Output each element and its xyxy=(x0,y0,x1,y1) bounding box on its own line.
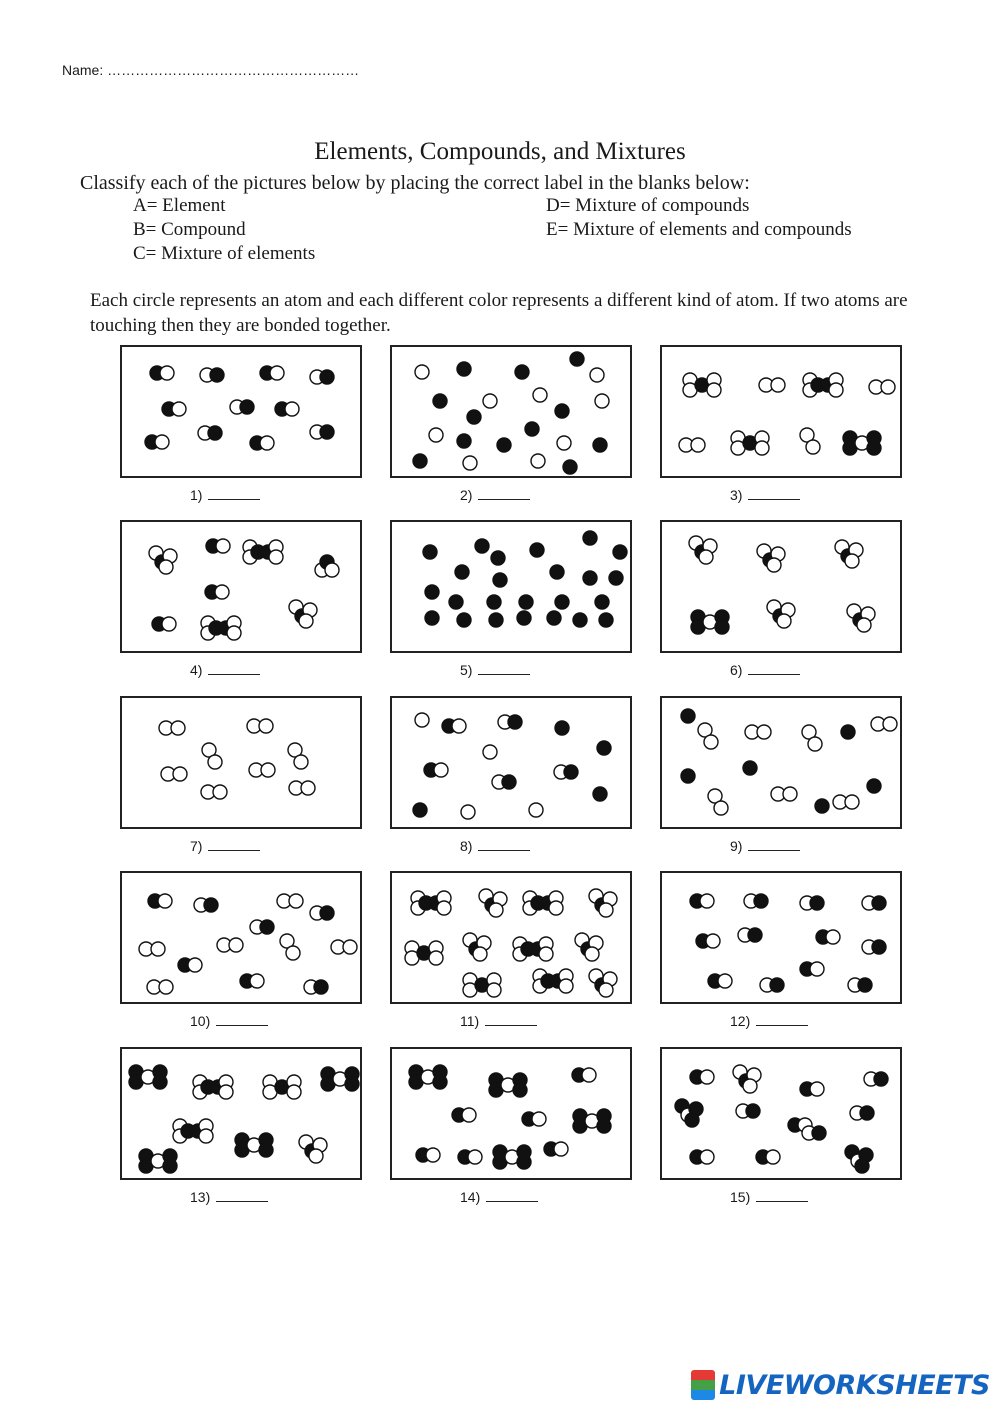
panel-label xyxy=(460,662,530,678)
open-atom xyxy=(700,1070,714,1084)
open-atom xyxy=(700,894,714,908)
open-atom xyxy=(188,958,202,972)
open-atom xyxy=(881,380,895,394)
filled-atom xyxy=(855,1159,869,1173)
panel-label xyxy=(190,1013,268,1029)
panel-number: 13) xyxy=(190,1189,211,1205)
name-field[interactable]: Name: ……………………………………………… xyxy=(62,62,360,78)
filled-atom xyxy=(508,715,522,729)
filled-atom xyxy=(320,906,334,920)
filled-atom xyxy=(593,438,607,452)
open-atom xyxy=(415,365,429,379)
open-atom xyxy=(286,946,300,960)
filled-atom xyxy=(502,775,516,789)
filled-atom xyxy=(425,611,439,625)
open-atom xyxy=(757,725,771,739)
open-atom xyxy=(755,441,769,455)
filled-atom xyxy=(597,741,611,755)
atom-diagram xyxy=(662,873,900,1002)
atom-panel xyxy=(660,520,902,653)
open-atom xyxy=(429,951,443,965)
worksheet-title: Elements, Compounds, and Mixtures xyxy=(314,138,686,165)
panel-number: 9) xyxy=(730,838,743,854)
filled-atom xyxy=(715,620,729,634)
atom-diagram xyxy=(662,522,900,651)
filled-atom xyxy=(570,352,584,366)
open-atom xyxy=(158,894,172,908)
answer-blank[interactable] xyxy=(486,1200,538,1202)
liveworksheets-logo xyxy=(691,1365,990,1405)
atom-diagram xyxy=(392,698,630,827)
filled-atom xyxy=(555,404,569,418)
filled-atom xyxy=(743,761,757,775)
filled-atom xyxy=(812,1126,826,1140)
option-e: E= Mixture of elements and compounds xyxy=(546,219,852,240)
atom-diagram xyxy=(662,347,900,476)
open-atom xyxy=(219,1085,233,1099)
open-atom xyxy=(172,402,186,416)
open-atom xyxy=(810,1082,824,1096)
filled-atom xyxy=(467,410,481,424)
panel-label xyxy=(190,662,260,678)
filled-atom xyxy=(240,400,254,414)
open-atom xyxy=(777,614,791,628)
open-atom xyxy=(285,402,299,416)
filled-atom xyxy=(519,595,533,609)
open-atom xyxy=(771,378,785,392)
filled-atom xyxy=(874,1072,888,1086)
filled-atom xyxy=(433,1075,447,1089)
panel-label xyxy=(190,838,260,854)
panel-label xyxy=(190,1189,268,1205)
panel-number: 2) xyxy=(460,487,473,503)
filled-atom xyxy=(754,894,768,908)
panel-label xyxy=(190,487,260,503)
filled-atom xyxy=(563,460,577,474)
open-atom xyxy=(533,388,547,402)
open-atom xyxy=(287,1085,301,1099)
atom-diagram xyxy=(392,873,630,1002)
answer-blank[interactable] xyxy=(485,1024,537,1026)
open-atom xyxy=(529,803,543,817)
filled-atom xyxy=(595,595,609,609)
filled-atom xyxy=(872,896,886,910)
open-atom xyxy=(549,901,563,915)
filled-atom xyxy=(583,571,597,585)
answer-blank[interactable] xyxy=(208,498,260,500)
open-atom xyxy=(309,1149,323,1163)
atom-panel xyxy=(120,345,362,478)
open-atom xyxy=(173,767,187,781)
filled-atom xyxy=(748,928,762,942)
filled-atom xyxy=(210,368,224,382)
filled-atom xyxy=(583,531,597,545)
filled-atom xyxy=(457,434,471,448)
open-atom xyxy=(718,974,732,988)
open-atom xyxy=(229,938,243,952)
open-atom xyxy=(227,626,241,640)
atom-panel xyxy=(390,345,632,478)
atom-panel xyxy=(120,520,362,653)
filled-atom xyxy=(815,799,829,813)
atom-panel xyxy=(120,871,362,1004)
filled-atom xyxy=(858,978,872,992)
answer-blank[interactable] xyxy=(748,498,800,500)
open-atom xyxy=(473,947,487,961)
open-atom xyxy=(415,713,429,727)
open-atom xyxy=(810,962,824,976)
open-atom xyxy=(691,438,705,452)
filled-atom xyxy=(433,394,447,408)
open-atom xyxy=(159,560,173,574)
open-atom xyxy=(162,617,176,631)
open-atom xyxy=(213,785,227,799)
panel-number: 5) xyxy=(460,662,473,678)
open-atom xyxy=(487,983,501,997)
open-atom xyxy=(208,755,222,769)
logo-mark-icon xyxy=(691,1370,715,1400)
atom-panel xyxy=(660,345,902,478)
answer-blank[interactable] xyxy=(478,498,530,500)
open-atom xyxy=(766,1150,780,1164)
open-atom xyxy=(557,436,571,450)
panel-label xyxy=(730,487,800,503)
filled-atom xyxy=(860,1106,874,1120)
open-atom xyxy=(463,456,477,470)
open-atom xyxy=(259,719,273,733)
atom-diagram xyxy=(122,347,360,476)
atom-note: Each circle represents an atom and each different color represents a different kind of atom. If two atoms are touching then they are bonded together. xyxy=(90,290,908,336)
atom-diagram xyxy=(392,522,630,651)
filled-atom xyxy=(345,1077,359,1091)
atom-diagram xyxy=(122,698,360,827)
filled-atom xyxy=(525,422,539,436)
open-atom xyxy=(857,618,871,632)
filled-atom xyxy=(597,1119,611,1133)
open-atom xyxy=(700,1150,714,1164)
atom-panel xyxy=(390,871,632,1004)
option-a: A= Element xyxy=(133,195,226,216)
filled-atom xyxy=(613,545,627,559)
atom-panel xyxy=(390,1047,632,1180)
panel-label xyxy=(460,838,530,854)
open-atom xyxy=(783,787,797,801)
filled-atom xyxy=(841,725,855,739)
open-atom xyxy=(743,1079,757,1093)
filled-atom xyxy=(555,721,569,735)
open-atom xyxy=(325,563,339,577)
filled-atom xyxy=(547,611,561,625)
answer-blank[interactable] xyxy=(756,1024,808,1026)
filled-atom xyxy=(163,1159,177,1173)
panel-number: 11) xyxy=(460,1013,480,1029)
open-atom xyxy=(151,942,165,956)
filled-atom xyxy=(497,438,511,452)
panel-number: 10) xyxy=(190,1013,211,1029)
filled-atom xyxy=(423,545,437,559)
panel-number: 7) xyxy=(190,838,203,854)
panel-label xyxy=(730,838,800,854)
open-atom xyxy=(590,368,604,382)
open-atom xyxy=(714,801,728,815)
open-atom xyxy=(582,1068,596,1082)
open-atom xyxy=(260,436,274,450)
open-atom xyxy=(829,383,843,397)
open-atom xyxy=(699,550,713,564)
panel-number: 14) xyxy=(460,1189,481,1205)
filled-atom xyxy=(593,787,607,801)
open-atom xyxy=(159,980,173,994)
option-d: D= Mixture of compounds xyxy=(546,195,750,216)
atom-panel xyxy=(660,871,902,1004)
filled-atom xyxy=(770,978,784,992)
open-atom xyxy=(599,903,613,917)
filled-atom xyxy=(681,709,695,723)
filled-atom xyxy=(867,441,881,455)
open-atom xyxy=(250,974,264,988)
filled-atom xyxy=(153,1075,167,1089)
open-atom xyxy=(585,947,599,961)
filled-atom xyxy=(513,1083,527,1097)
open-atom xyxy=(160,366,174,380)
atom-diagram xyxy=(122,1049,360,1178)
filled-atom xyxy=(260,920,274,934)
atom-diagram xyxy=(662,1049,900,1178)
answer-blank[interactable] xyxy=(208,673,260,675)
filled-atom xyxy=(810,896,824,910)
filled-atom xyxy=(457,362,471,376)
filled-atom xyxy=(564,765,578,779)
filled-atom xyxy=(517,1155,531,1169)
open-atom xyxy=(483,394,497,408)
filled-atom xyxy=(746,1104,760,1118)
open-atom xyxy=(155,435,169,449)
panel-number: 12) xyxy=(730,1013,751,1029)
open-atom xyxy=(429,428,443,442)
open-atom xyxy=(426,1148,440,1162)
filled-atom xyxy=(609,571,623,585)
filled-atom xyxy=(491,551,505,565)
open-atom xyxy=(826,930,840,944)
panel-number: 1) xyxy=(190,487,203,503)
filled-atom xyxy=(487,595,501,609)
open-atom xyxy=(489,903,503,917)
open-atom xyxy=(706,934,720,948)
filled-atom xyxy=(455,565,469,579)
open-atom xyxy=(845,554,859,568)
answer-blank[interactable] xyxy=(756,1200,808,1202)
open-atom xyxy=(343,940,357,954)
atom-diagram xyxy=(392,1049,630,1178)
filled-atom xyxy=(599,613,613,627)
panel-number: 4) xyxy=(190,662,203,678)
filled-atom xyxy=(413,454,427,468)
panel-label xyxy=(460,1189,538,1205)
open-atom xyxy=(462,1108,476,1122)
option-b: B= Compound xyxy=(133,219,246,240)
atom-diagram xyxy=(392,347,630,476)
open-atom xyxy=(559,979,573,993)
filled-atom xyxy=(204,898,218,912)
open-atom xyxy=(299,614,313,628)
atom-diagram xyxy=(122,522,360,651)
atom-diagram xyxy=(122,873,360,1002)
open-atom xyxy=(301,781,315,795)
open-atom xyxy=(767,558,781,572)
open-atom xyxy=(171,721,185,735)
open-atom xyxy=(531,454,545,468)
open-atom xyxy=(554,1142,568,1156)
filled-atom xyxy=(550,565,564,579)
open-atom xyxy=(595,394,609,408)
filled-atom xyxy=(872,940,886,954)
filled-atom xyxy=(208,426,222,440)
answer-blank[interactable] xyxy=(216,1200,268,1202)
filled-atom xyxy=(314,980,328,994)
atom-panel xyxy=(660,696,902,829)
answer-blank[interactable] xyxy=(748,673,800,675)
open-atom xyxy=(269,550,283,564)
filled-atom xyxy=(685,1113,699,1127)
open-atom xyxy=(289,894,303,908)
filled-atom xyxy=(681,769,695,783)
filled-atom xyxy=(867,779,881,793)
filled-atom xyxy=(517,611,531,625)
panel-number: 6) xyxy=(730,662,743,678)
filled-atom xyxy=(489,613,503,627)
answer-blank[interactable] xyxy=(478,849,530,851)
answer-blank[interactable] xyxy=(478,673,530,675)
atom-diagram xyxy=(662,698,900,827)
open-atom xyxy=(461,805,475,819)
filled-atom xyxy=(530,543,544,557)
option-c: C= Mixture of elements xyxy=(133,243,316,264)
answer-blank[interactable] xyxy=(748,849,800,851)
filled-atom xyxy=(457,613,471,627)
open-atom xyxy=(452,719,466,733)
filled-atom xyxy=(493,573,507,587)
filled-atom xyxy=(320,425,334,439)
panel-number: 15) xyxy=(730,1189,751,1205)
open-atom xyxy=(539,947,553,961)
answer-blank[interactable] xyxy=(216,1024,268,1026)
panel-number: 3) xyxy=(730,487,743,503)
open-atom xyxy=(483,745,497,759)
open-atom xyxy=(434,763,448,777)
open-atom xyxy=(845,795,859,809)
filled-atom xyxy=(475,539,489,553)
open-atom xyxy=(532,1112,546,1126)
answer-blank[interactable] xyxy=(208,849,260,851)
open-atom xyxy=(270,366,284,380)
panel-label xyxy=(730,662,800,678)
logo-text: LIVEWORKSHEETS xyxy=(719,1369,990,1401)
open-atom xyxy=(808,737,822,751)
panel-label xyxy=(730,1013,808,1029)
open-atom xyxy=(261,763,275,777)
atom-panel xyxy=(390,696,632,829)
filled-atom xyxy=(259,1143,273,1157)
open-atom xyxy=(199,1129,213,1143)
panel-number: 8) xyxy=(460,838,473,854)
open-atom xyxy=(707,383,721,397)
filled-atom xyxy=(449,595,463,609)
open-atom xyxy=(216,539,230,553)
filled-atom xyxy=(413,803,427,817)
open-atom xyxy=(294,755,308,769)
filled-atom xyxy=(320,370,334,384)
open-atom xyxy=(883,717,897,731)
filled-atom xyxy=(425,585,439,599)
filled-atom xyxy=(515,365,529,379)
atom-panel xyxy=(120,1047,362,1180)
open-atom xyxy=(215,585,229,599)
filled-atom xyxy=(555,595,569,609)
atom-panel xyxy=(120,696,362,829)
atom-panel xyxy=(660,1047,902,1180)
open-atom xyxy=(437,901,451,915)
filled-atom xyxy=(573,613,587,627)
open-atom xyxy=(599,983,613,997)
panel-label xyxy=(460,1013,537,1029)
open-atom xyxy=(704,735,718,749)
open-atom xyxy=(468,1150,482,1164)
panel-label xyxy=(730,1189,808,1205)
instruction-text: Classify each of the pictures below by placing the correct label in the blanks below: xyxy=(80,172,750,194)
atom-panel xyxy=(390,520,632,653)
open-atom xyxy=(806,440,820,454)
panel-label xyxy=(460,487,530,503)
